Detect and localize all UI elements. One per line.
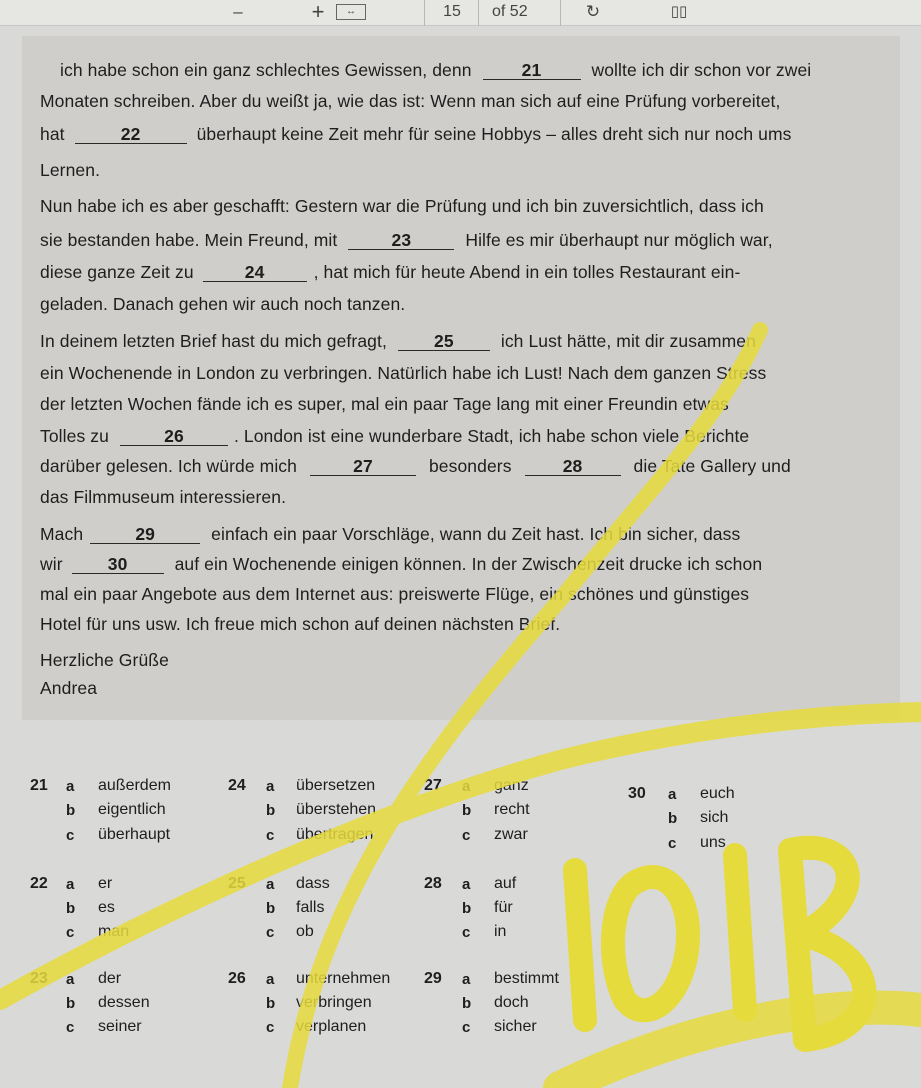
- letter-line: [40, 524, 740, 545]
- option-letter: c: [462, 827, 471, 844]
- gap-25[interactable]: 25: [398, 332, 490, 351]
- option-24-b[interactable]: überstehen: [296, 801, 377, 818]
- option-29-c[interactable]: sicher: [494, 1018, 537, 1035]
- question-number: 30: [628, 785, 646, 802]
- gap-21[interactable]: 21: [483, 61, 581, 80]
- option-27-a[interactable]: ganz: [494, 777, 529, 794]
- option-30-b[interactable]: sich: [700, 809, 729, 826]
- gap-22[interactable]: 22: [75, 125, 187, 144]
- letter-signature: Andrea: [40, 678, 98, 698]
- letter-line: Hotel für uns usw. Ich freue mich schon auf deinen nächsten Brief.: [40, 614, 561, 634]
- letter-line: [40, 331, 756, 352]
- option-30-c[interactable]: uns: [700, 834, 726, 851]
- option-letter: c: [462, 924, 471, 941]
- text: . London ist eine wunderbare Stadt, ich habe schon viele Berichte: [233, 426, 750, 446]
- option-letter: c: [668, 835, 677, 852]
- option-26-a[interactable]: unternehmen: [296, 970, 391, 987]
- text: einfach ein paar Vorschläge, wann du Zeit hast. Ich bin sicher, dass: [211, 524, 741, 544]
- text: diese ganze Zeit zu: [40, 262, 194, 282]
- book-view-icon[interactable]: ▯▯: [670, 3, 688, 20]
- option-letter: b: [66, 995, 76, 1012]
- option-21-a[interactable]: außerdem: [98, 777, 171, 794]
- text: In deinem letzten Brief hast du mich gefragt,: [40, 331, 387, 351]
- option-letter: b: [462, 900, 472, 917]
- gap-28[interactable]: 28: [525, 457, 621, 476]
- option-letter: a: [462, 876, 471, 893]
- pdf-toolbar: [0, 0, 921, 26]
- option-22-b[interactable]: es: [98, 899, 115, 916]
- letter-line: Monaten schreiben. Aber du weißt ja, wie das ist: Wenn man sich auf eine Prüfung vorbereitet,: [40, 91, 781, 111]
- question-number: 26: [228, 970, 246, 987]
- option-letter: c: [462, 1019, 471, 1036]
- zoom-out-button[interactable]: –: [233, 2, 243, 21]
- gap-26[interactable]: 26: [120, 427, 228, 446]
- text: darüber gelesen. Ich würde mich: [40, 456, 297, 476]
- letter-line: geladen. Danach gehen wir auch noch tanzen.: [40, 294, 406, 314]
- option-letter: b: [462, 802, 472, 819]
- fit-width-icon[interactable]: ↔: [336, 4, 366, 20]
- text: ich habe schon ein ganz schlechtes Gewissen, denn: [60, 60, 472, 80]
- letter-line: das Filmmuseum interessieren.: [40, 487, 287, 507]
- option-letter: b: [266, 900, 276, 917]
- option-letter: b: [462, 995, 472, 1012]
- text: besonders: [428, 456, 512, 476]
- option-28-c[interactable]: in: [494, 923, 507, 940]
- question-number: 23: [30, 970, 48, 987]
- option-28-b[interactable]: für: [494, 899, 513, 916]
- option-22-c[interactable]: man: [98, 923, 130, 940]
- question-number: 21: [30, 777, 48, 794]
- text: , hat mich für heute Abend in ein tolles Restaurant ein-: [313, 262, 741, 282]
- toolbar-divider: [424, 0, 425, 26]
- option-29-b[interactable]: doch: [494, 994, 529, 1011]
- option-letter: a: [66, 876, 75, 893]
- option-25-a[interactable]: dass: [296, 875, 330, 892]
- option-29-a[interactable]: bestimmt: [494, 970, 559, 987]
- text: ich Lust hätte, mit dir zusammen: [500, 331, 756, 351]
- option-23-b[interactable]: dessen: [98, 994, 150, 1011]
- text: auf ein Wochenende einigen können. In der Zwischenzeit drucke ich schon: [174, 554, 763, 574]
- option-letter: c: [66, 1019, 75, 1036]
- letter-line: der letzten Wochen fände ich es super, mal ein paar Tage lang mit einer Freundin etwas: [40, 394, 729, 414]
- option-28-a[interactable]: auf: [494, 875, 517, 892]
- option-letter: a: [462, 778, 471, 795]
- gap-24[interactable]: 24: [203, 263, 307, 282]
- option-21-c[interactable]: überhaupt: [98, 826, 171, 843]
- letter-line: Nun habe ich es aber geschafft: Gestern war die Prüfung und ich bin zuversichtlich, dass ich: [40, 196, 764, 216]
- option-letter: c: [66, 924, 75, 941]
- letter-closing: Herzliche Grüße: [40, 650, 169, 670]
- letter-line: [40, 124, 792, 145]
- highlighter-stroke: [0, 712, 921, 1000]
- letter-line: ein Wochenende in London zu verbringen. Natürlich habe ich Lust! Nach dem ganzen Stress: [40, 363, 767, 383]
- option-22-a[interactable]: er: [98, 875, 113, 892]
- question-number: 29: [424, 970, 442, 987]
- handwritten-mark-icon: [575, 848, 865, 1040]
- gap-23[interactable]: 23: [348, 231, 454, 250]
- option-25-b[interactable]: falls: [296, 899, 325, 916]
- option-letter: c: [266, 924, 275, 941]
- option-25-c[interactable]: ob: [296, 923, 314, 940]
- letter-panel: [22, 36, 900, 720]
- toolbar-divider: [560, 0, 561, 26]
- text: hat: [40, 124, 65, 144]
- question-number: 27: [424, 777, 442, 794]
- option-24-a[interactable]: übersetzen: [296, 777, 376, 794]
- gap-29[interactable]: 29: [90, 525, 200, 544]
- letter-line: [40, 230, 773, 251]
- zoom-in-button[interactable]: +: [311, 0, 325, 24]
- rotate-icon[interactable]: ↻: [585, 2, 601, 21]
- text: wir: [40, 554, 63, 574]
- letter-line: [40, 456, 791, 477]
- option-letter: c: [266, 827, 275, 844]
- option-27-c[interactable]: zwar: [494, 826, 528, 843]
- question-number: 22: [30, 875, 48, 892]
- option-letter: b: [668, 810, 678, 827]
- option-letter: c: [66, 827, 75, 844]
- gap-27[interactable]: 27: [310, 457, 416, 476]
- option-26-b[interactable]: verbringen: [296, 994, 372, 1011]
- option-letter: b: [266, 995, 276, 1012]
- text: sie bestanden habe. Mein Freund, mit: [40, 230, 338, 250]
- letter-line: [60, 60, 811, 81]
- letter-line: [40, 554, 762, 575]
- option-27-b[interactable]: recht: [494, 801, 530, 818]
- gap-30[interactable]: 30: [72, 555, 164, 574]
- toolbar-divider: [478, 0, 479, 26]
- text: Tolles zu: [40, 426, 109, 446]
- option-letter: a: [66, 778, 75, 795]
- option-letter: a: [66, 971, 75, 988]
- option-23-c[interactable]: seiner: [98, 1018, 142, 1035]
- option-26-c[interactable]: verplanen: [296, 1018, 367, 1035]
- question-number: 24: [228, 777, 246, 794]
- letter-line: Lernen.: [40, 160, 101, 180]
- option-23-a[interactable]: der: [98, 970, 122, 987]
- text: die Tate Gallery und: [633, 456, 791, 476]
- option-letter: b: [66, 900, 76, 917]
- option-letter: a: [668, 786, 677, 803]
- option-letter: c: [266, 1019, 275, 1036]
- letter-line: [40, 262, 740, 283]
- highlighter-stroke: [560, 1008, 921, 1088]
- option-30-a[interactable]: euch: [700, 785, 735, 802]
- option-letter: b: [66, 802, 76, 819]
- option-letter: a: [266, 971, 275, 988]
- text: überhaupt keine Zeit mehr für seine Hobbys – alles dreht sich nur noch ums: [196, 124, 792, 144]
- page-total-label: of 52: [492, 3, 528, 20]
- option-21-b[interactable]: eigentlich: [98, 801, 166, 818]
- option-letter: a: [266, 778, 275, 795]
- letter-line: mal ein paar Angebote aus dem Internet aus: preiswerte Flüge, ein schönes und günstiges: [40, 584, 750, 604]
- option-letter: a: [266, 876, 275, 893]
- text: Hilfe es mir überhaupt nur möglich war,: [465, 230, 773, 250]
- letter-line: [40, 426, 749, 447]
- option-letter: b: [266, 802, 276, 819]
- page-number-input[interactable]: 15: [443, 3, 461, 20]
- question-number: 25: [228, 875, 246, 892]
- option-letter: a: [462, 971, 471, 988]
- text: Mach: [40, 524, 84, 544]
- text: wollte ich dir schon vor zwei: [591, 60, 812, 80]
- option-24-c[interactable]: übertragen: [296, 826, 374, 843]
- question-number: 28: [424, 875, 442, 892]
